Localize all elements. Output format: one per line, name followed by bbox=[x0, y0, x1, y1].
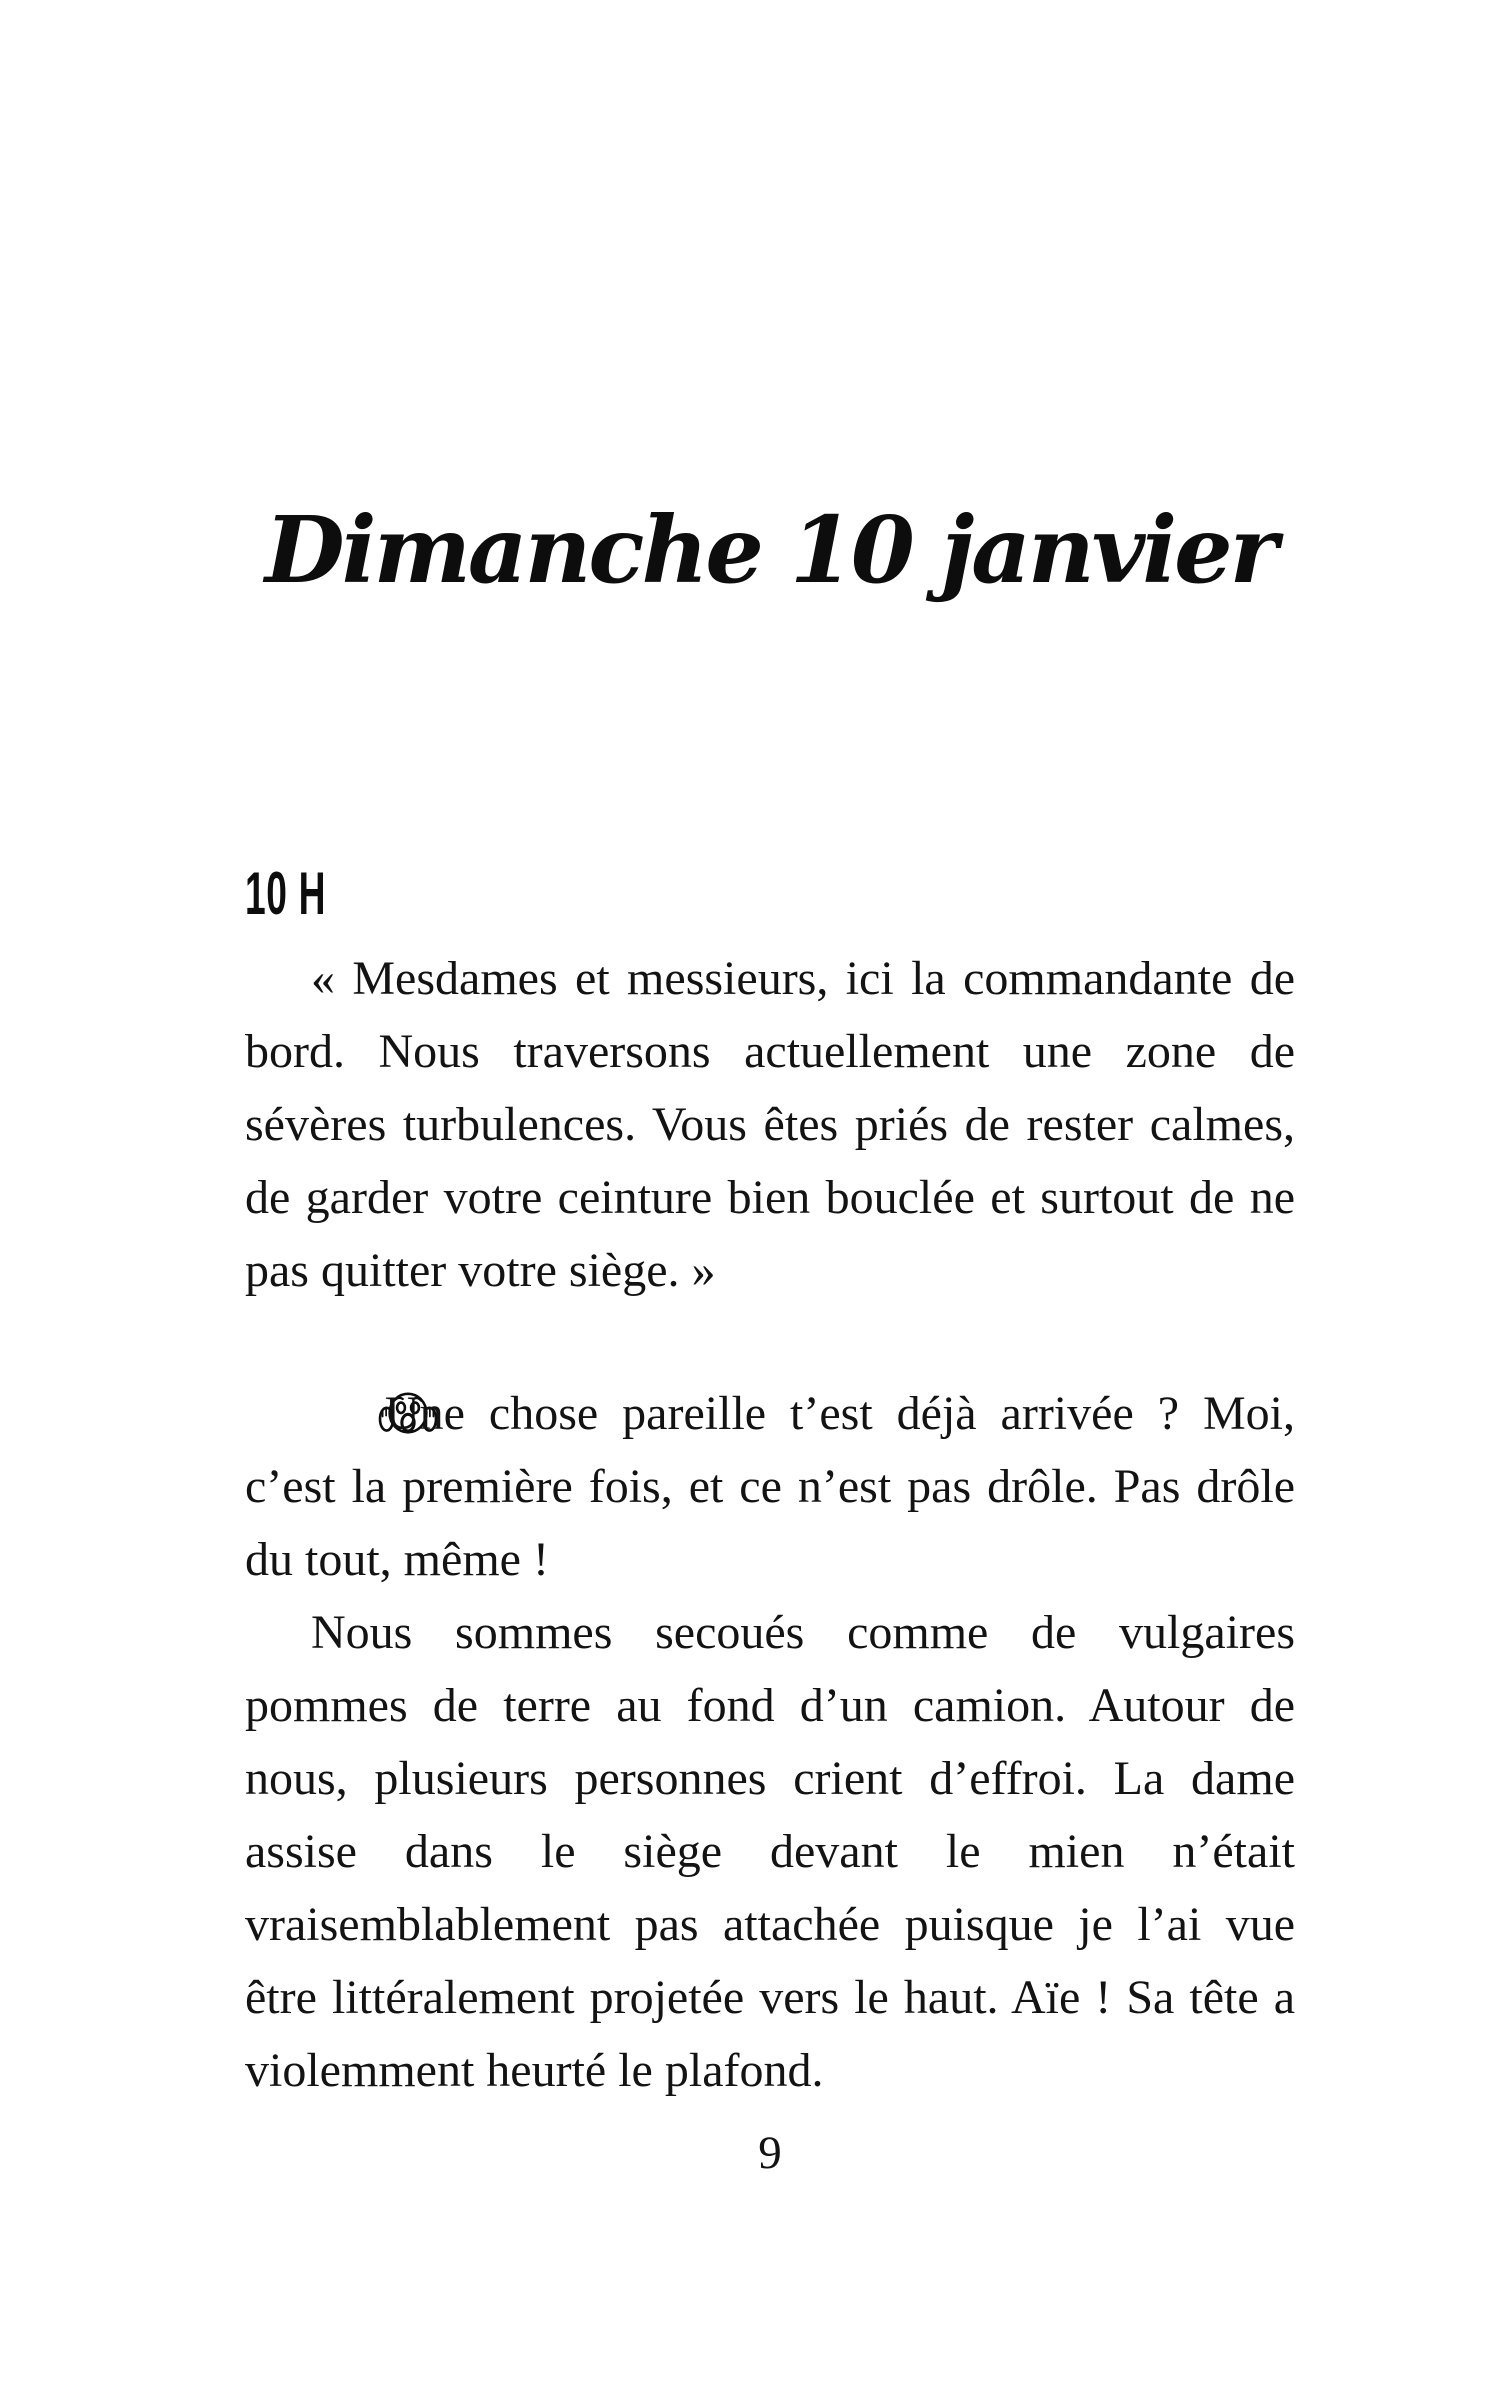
screaming-face-icon bbox=[311, 1385, 373, 1441]
chapter-title: Dimanche 10 janvier bbox=[264, 496, 1276, 604]
paragraph-announcement: « Mesdames et messieurs, ici la commandante de bord. Nous traversons actuellement une zone de sévères turbulences. Vous êtes priés de rester calmes, de garder votre ceinture bien bouclée et surtout de ne pas quitter votre siège. » bbox=[245, 952, 1295, 1297]
paragraph-journal bbox=[245, 1377, 1295, 1596]
time-heading bbox=[245, 860, 376, 927]
page-number: 9 bbox=[758, 2127, 782, 2179]
time-heading-label: 10 H bbox=[245, 860, 327, 927]
paragraph-turbulence: Nous sommes secoués comme de vulgaires pommes de terre au fond d’un camion. Autour de nous, plusieurs personnes crient d’effroi. La dame assise dans le siège devant le mien n’était vraisemblablement pas attachée puisque je l’ai vue être littéralement projetée vers le haut. Aïe ! Sa tête a violemment heurté le plafond. bbox=[245, 1606, 1295, 2097]
text-block bbox=[245, 942, 1295, 2107]
paragraph-journal-text: Une chose pareille t’est déjà arrivée ? Moi, c’est la première fois, et ce n’est pas drôle. Pas drôle du tout, même ! bbox=[245, 1387, 1295, 1586]
